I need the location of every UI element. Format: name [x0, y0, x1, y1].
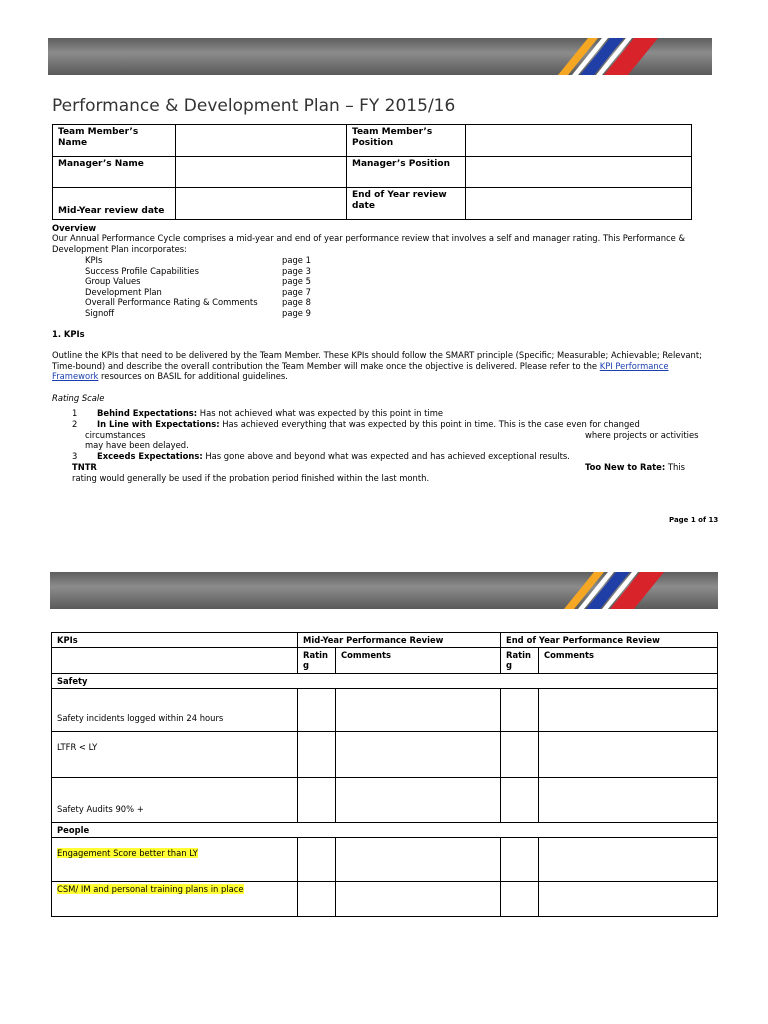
mid-year-rating-cell[interactable]: [298, 838, 336, 882]
mid-year-review-date-field[interactable]: [176, 188, 347, 220]
mid-year-comments-cell[interactable]: [336, 689, 501, 732]
mid-year-comments-cell[interactable]: [336, 838, 501, 882]
mid-year-rating-cell[interactable]: [298, 778, 336, 823]
section-people: People: [52, 823, 718, 838]
contents-item: Overall Performance Rating & Comments page 8: [85, 297, 311, 307]
rating-scale-heading: Rating Scale: [52, 393, 105, 403]
section-safety: Safety: [52, 674, 718, 689]
end-year-comments-cell[interactable]: [539, 689, 718, 732]
kpi-name: LTFR < LY: [52, 732, 298, 778]
mid-year-comments-cell[interactable]: [336, 882, 501, 917]
header-banner: [48, 38, 712, 75]
mid-year-comments-header: Comments: [336, 648, 501, 674]
team-member-name-label: Team Member’s Name: [53, 125, 176, 157]
end-year-rating-cell[interactable]: [501, 732, 539, 778]
team-member-name-field[interactable]: [176, 125, 347, 157]
kpi-name: Engagement Score better than LY: [52, 838, 298, 882]
kpi-framework-link[interactable]: KPI Performance Framework: [52, 360, 669, 381]
table-row: [52, 838, 718, 882]
empty-header-cell: [52, 648, 298, 674]
rating-item-2-cont: circumstances: [85, 430, 146, 440]
mid-year-rating-cell[interactable]: [298, 732, 336, 778]
table-row: [52, 882, 718, 917]
header-banner: [50, 572, 718, 609]
end-of-year-review-header: End of Year Performance Review: [501, 633, 718, 648]
manager-position-label: Manager’s Position: [347, 157, 466, 188]
contents-item: Development Plan page 7: [85, 286, 311, 297]
contents-list: [85, 255, 311, 318]
team-member-position-label: Team Member’s Position: [347, 125, 466, 157]
rating-item-2-cont: may have been delayed.: [85, 440, 189, 450]
end-year-comments-cell[interactable]: [539, 882, 718, 917]
end-year-comments-cell[interactable]: [539, 778, 718, 823]
contents-item: Signoff page 9: [85, 307, 311, 318]
manager-position-field[interactable]: [466, 157, 692, 188]
mid-year-rating-cell[interactable]: [298, 882, 336, 917]
end-of-year-review-date-label: End of Year review date: [347, 188, 466, 220]
page-title: Performance & Development Plan – FY 2015/16: [52, 96, 456, 116]
kpi-table: [51, 632, 718, 917]
contents-item: Group Values page 5: [85, 276, 311, 286]
end-year-rating-cell[interactable]: [501, 689, 539, 732]
rating-item-2: 2 In Line with Expectations: Has achieved everything that was expected by this point in time. This is the case even for changed: [72, 419, 640, 429]
end-year-comments-cell[interactable]: [539, 838, 718, 882]
team-member-position-field[interactable]: [466, 125, 692, 157]
end-year-rating-header: Ratin g: [501, 648, 539, 674]
brand-stripes-logo: [534, 572, 674, 609]
rating-item-1: 1 Behind Expectations: Has not achieved what was expected by this point in time: [72, 408, 444, 418]
end-of-year-review-date-field[interactable]: [466, 188, 692, 220]
mid-year-review-header: Mid-Year Performance Review: [298, 633, 501, 648]
mid-year-review-date-label: Mid-Year review date: [53, 188, 176, 220]
overview-heading: Overview: [52, 223, 97, 233]
end-year-rating-cell[interactable]: [501, 838, 539, 882]
mid-year-comments-cell[interactable]: [336, 732, 501, 778]
end-year-comments-header: Comments: [539, 648, 718, 674]
too-new-to-rate: Too New to Rate: This: [585, 462, 685, 472]
table-row: [52, 778, 718, 823]
manager-name-field[interactable]: [176, 157, 347, 188]
table-row: [52, 732, 718, 778]
rating-item-3: 3 Exceeds Expectations: Has gone above and beyond what was expected and has achieved exceptional results.: [72, 451, 570, 461]
tntr-text: rating would generally be used if the probation period finished within the last month.: [72, 473, 430, 483]
mid-year-rating-header: Ratin g: [298, 648, 336, 674]
mid-year-rating-cell[interactable]: [298, 689, 336, 732]
brand-stripes-logo: [528, 38, 668, 75]
tntr-label: TNTR: [72, 462, 97, 472]
end-year-rating-cell[interactable]: [501, 778, 539, 823]
page-number: Page 1 of 13: [669, 516, 719, 524]
rating-item-2-cont: where projects or activities: [585, 430, 699, 440]
kpi-name: Safety incidents logged within 24 hours: [52, 689, 298, 732]
end-year-rating-cell[interactable]: [501, 882, 539, 917]
table-row: [52, 689, 718, 732]
member-info-table: [52, 124, 692, 220]
overview-text: Our Annual Performance Cycle comprises a mid-year and end of year performance review that involves a self and manager rating. This Performance & Development Plan incorporates:: [52, 233, 685, 254]
contents-item: KPIs page 1: [85, 255, 311, 265]
manager-name-label: Manager’s Name: [53, 157, 176, 188]
mid-year-comments-cell[interactable]: [336, 778, 501, 823]
kpi-name: Safety Audits 90% +: [52, 778, 298, 823]
kpi-name: CSM/ IM and personal training plans in place: [52, 882, 298, 917]
end-year-comments-cell[interactable]: [539, 732, 718, 778]
contents-item: Success Profile Capabilities page 3: [85, 265, 311, 276]
kpis-heading: 1. KPIs: [52, 329, 85, 339]
kpis-paragraph: Outline the KPIs that need to be delivered by the Team Member. These KPIs should follow the SMART principle (Specific; Measurable; Achievable; Relevant; Time-bound) and describe the overall contribution the Team Member will make once the objective is delivered. Please refer to the KPI Performance Framework resources on BASIL for additional guidelines.: [52, 350, 702, 381]
kpis-column-header: KPIs: [52, 633, 298, 648]
